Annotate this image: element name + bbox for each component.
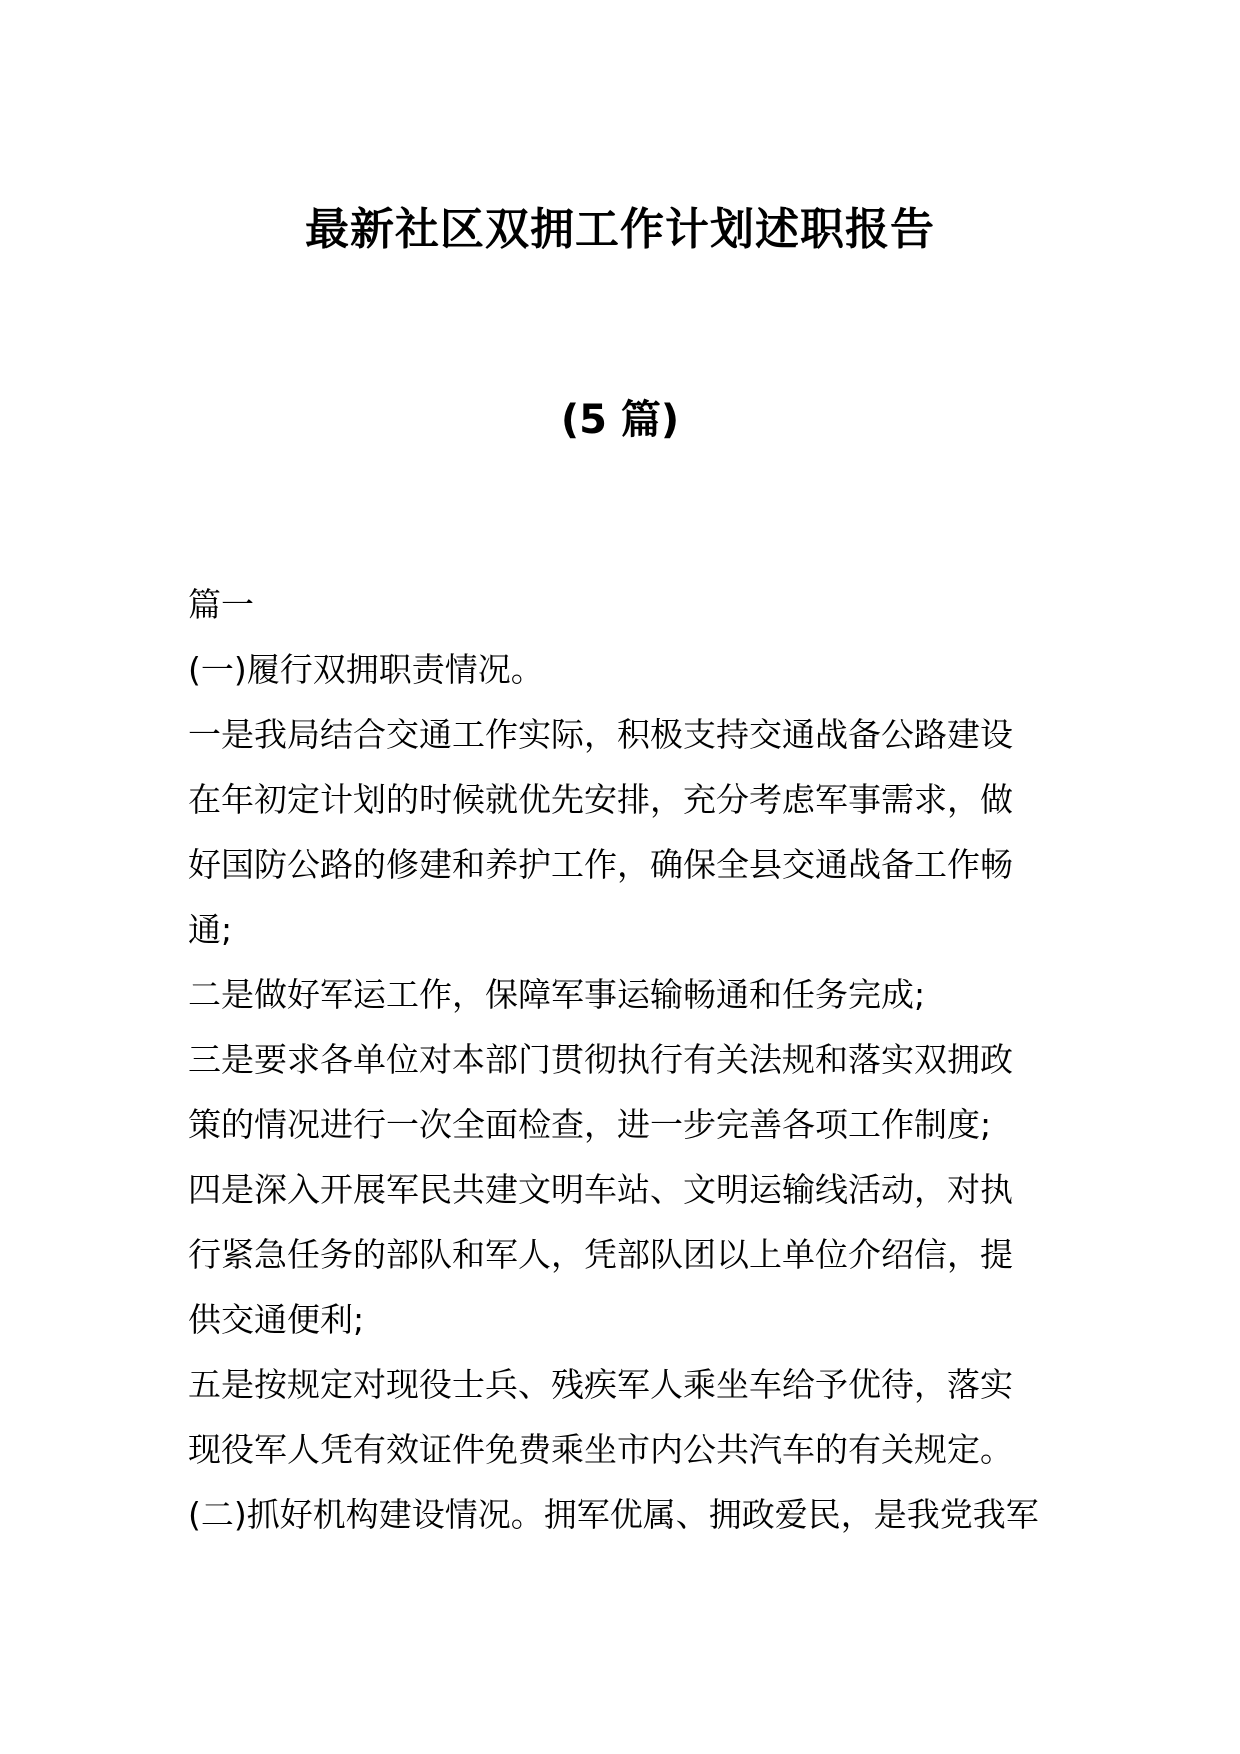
document-body — [188, 572, 1068, 1547]
paragraph-line: 行紧急任务的部队和军人，凭部队团以上单位介绍信，提 — [188, 1235, 1013, 1274]
paragraph-line: 在年初定计划的时候就优先安排，充分考虑军事需求，做 — [188, 780, 1013, 819]
paragraph-line: 一是我局结合交通工作实际，积极支持交通战备公路建设 — [188, 715, 1013, 754]
paragraph-line: 二是做好军运工作，保障军事运输畅通和任务完成; — [188, 975, 926, 1014]
paragraph-line: 四是深入开展军民共建文明车站、文明运输线活动，对执 — [188, 1170, 1013, 1209]
document-title: 最新社区双拥工作计划述职报告 — [305, 204, 935, 255]
paragraph-line: 三是要求各单位对本部门贯彻执行有关法规和落实双拥政 — [188, 1040, 1013, 1079]
document-subtitle: (5 篇) — [560, 397, 680, 443]
paragraph-line: 供交通便利; — [188, 1300, 365, 1339]
paragraph-line: 五是按规定对现役士兵、残疾军人乘坐车给予优待，落实 — [188, 1365, 1013, 1404]
paragraph-line: 好国防公路的修建和养护工作，确保全县交通战备工作畅 — [188, 845, 1013, 884]
paragraph-line: (二)抓好机构建设情况。拥军优属、拥政爱民，是我党我军 — [188, 1495, 1039, 1534]
paragraph-line: 通; — [188, 910, 233, 949]
paragraph-line: 现役军人凭有效证件免费乘坐市内公共汽车的有关规定。 — [188, 1430, 1013, 1469]
section-heading: 篇一 — [188, 585, 254, 624]
paragraph-line: 策的情况进行一次全面检查，进一步完善各项工作制度; — [188, 1105, 992, 1144]
paragraph-line: (一)履行双拥职责情况。 — [188, 650, 544, 689]
